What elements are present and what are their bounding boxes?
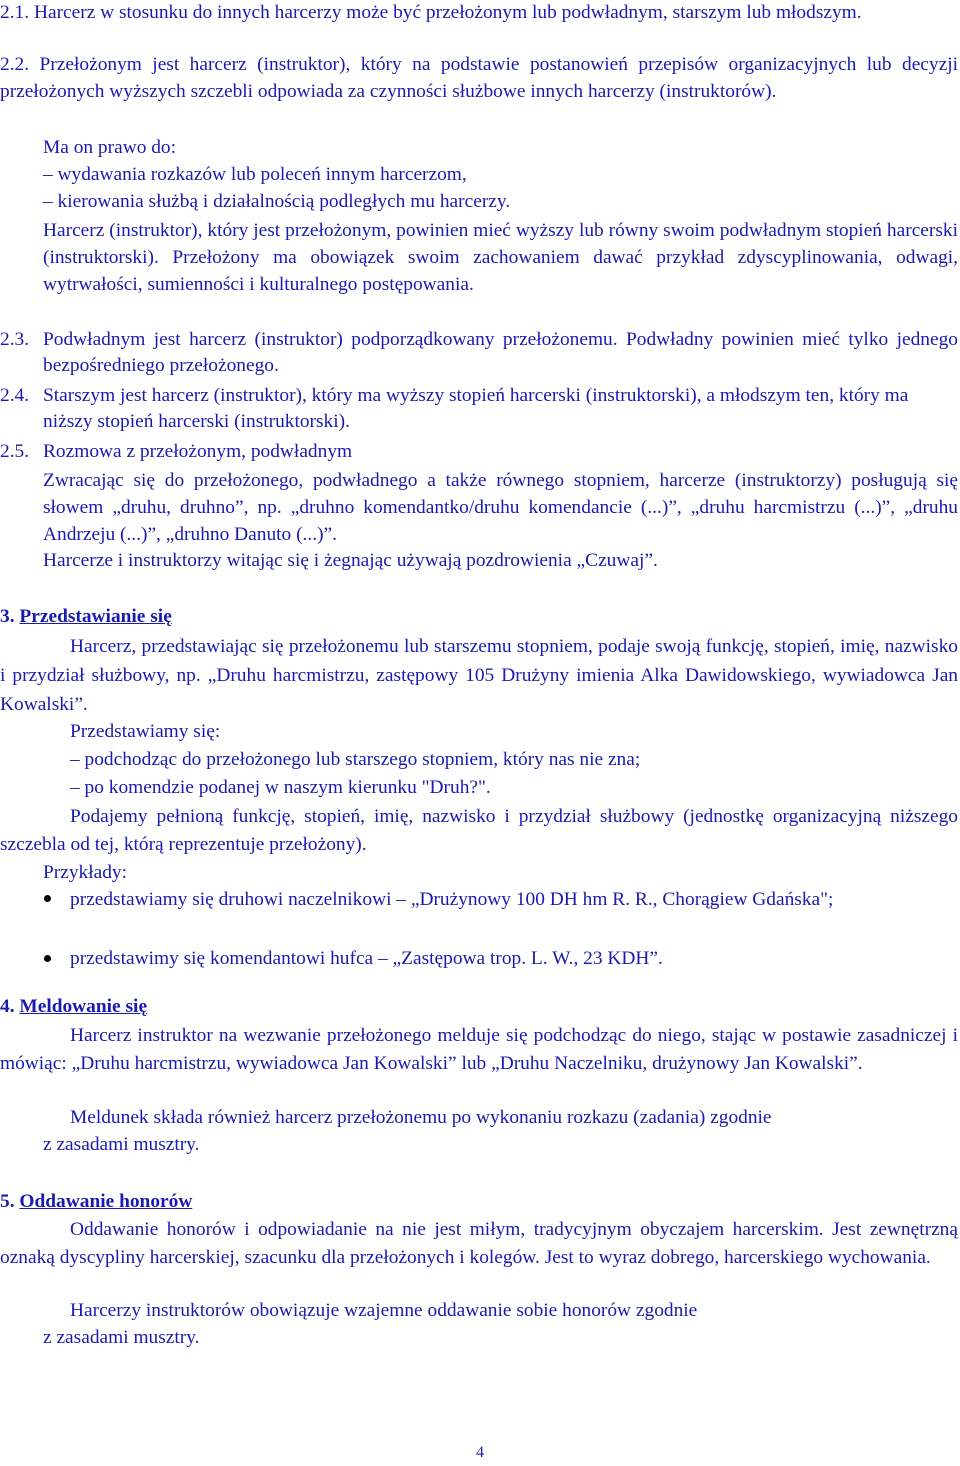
section-2-1 [0,0,958,26]
paragraph-text: Przełożonym jest harcerz (instruktor), który na podstawie postanowień przepisów organizacyjnych lub decyzji przełożonych wyższych szczebli odpowiada za czynności służbowe innych harcerzy (instruktorów). [0,54,958,102]
bullet-icon [44,955,51,962]
paragraph-text: Harcerz w stosunku do innych harcerzy może być przełożonym lub podwładnym, starszym lub młodszym. [33,2,862,23]
section-number: 2.3. [0,329,30,350]
list-item: – podchodząc do przełożonego lub starszego stopniem, który nas nie zna; [70,749,641,770]
list-item: – po komendzie podanej w naszym kierunku "Druh?". [70,777,491,798]
example-item: przedstawiamy się druhowi naczelnikowi – „Drużynowy 100 DH hm R. R., Chorągiew Gdańska"; [70,889,834,910]
paragraph-text-2a: Harcerzy instruktorów obowiązuje wzajemne oddawanie sobie honorów zgodnie [70,1300,698,1321]
paragraph-text: Zwracając się do przełożonego, podwładnego a także równego stopniem, harcerze (instruktorzy) posługują się słowem „druhu, druhno”, np. „druhno komendantko/druhu komendancie (...)”, „druhu harcmistrzu (...)”, „druhu Andrzeju (...)”, „druhno Danuto (...)”. [43,470,958,545]
intro-text: Przedstawiamy się: [70,721,221,742]
section-title: Przedstawianie się [19,606,172,627]
paragraph-text-2b: z zasadami musztry. [43,1134,200,1155]
paragraph-text: Harcerz instruktor na wezwanie przełożonego melduje się podchodząc do niego, stając w postawie zasadniczej i mówiąc: „Druhu harcmistrzu, wywiadowca Jan Kowalski” lub „Druhu Naczelniku, drużynowy Jan Kowalski”. [0,1025,958,1074]
section-title: Oddawanie honorów [19,1191,193,1212]
section-title: Rozmowa z przełożonym, podwładnym [43,441,353,462]
section-number: 5. [0,1191,15,1212]
section-number: 2.2. [0,54,30,75]
section-number: 2.1. [0,2,30,23]
paragraph-text-2a: Meldunek składa również harcerz przełożonemu po wykonaniu rozkazu (zadania) zgodnie [70,1107,772,1128]
paragraph-text-2: Podajemy pełnioną funkcję, stopień, imię, nazwisko i przydział służbowy (jednostkę organizacyjną niższego szczebla od tej, którą reprezentuje przełożony). [0,806,958,855]
rights-intro: Ma on prawo do: [43,137,177,158]
rights-item-1: – wydawania rozkazów lub poleceń innym harcerzom, [43,164,467,185]
examples-label: Przykłady: [43,862,128,883]
rights-item-2: – kierowania służbą i działalnością podległych mu harcerzy. [43,191,511,212]
paragraph-text-2: Harcerze i instruktorzy witając się i żegnając używają pozdrowienia „Czuwaj”. [43,550,658,571]
section-number: 3. [0,606,15,627]
bullet-icon [44,895,51,902]
example-item: przedstawimy się komendantowi hufca – „Zastępowa trop. L. W., 23 KDH”. [70,948,663,969]
paragraph-text-2b: z zasadami musztry. [43,1327,200,1348]
paragraph-text: Podwładnym jest harcerz (instruktor) podporządkowany przełożonemu. Podwładny powinien mieć tylko jednego bezpośredniego przełożonego. [43,329,958,376]
paragraph-text: Harcerz, przedstawiając się przełożonemu lub starszemu stopniem, podaje swoją funkcję, stopień, imię, nazwisko i przydział służbowy, np. „Druhu harcmistrzu, zastępowy 105 Drużyny imienia Alka Dawidowskiego, wywiadowca Jan Kowalski”. [0,636,958,715]
section-number: 2.5. [0,441,30,462]
section-2-2-para-2: Harcerz (instruktor), który jest przełożonym, powinien mieć wyższy lub równy swoim podwładnym stopień harcerski (instruktorski). Przełożony ma obowiązek swoim zachowaniem dawać przykład zdyscyplinowania, odwagi, wytrwałości, sumienności i kulturalnego postępowania. [43,220,958,295]
page-number: 4 [476,1444,484,1461]
section-heading [0,994,147,1020]
section-number: 2.4. [0,385,30,406]
paragraph-text: Oddawanie honorów i odpowiadanie na nie jest miłym, tradycyjnym obyczajem harcerskim. Jest zewnętrzną oznaką dyscypliny harcerskiej, szacunku dla przełożonych i kolegów. Jest to wyraz dobrego, harcerskiego wychowania. [0,1219,958,1268]
section-title: Meldowanie się [19,996,148,1017]
section-number: 4. [0,996,15,1017]
section-heading [0,1189,192,1215]
paragraph-text: Starszym jest harcerz (instruktor), który ma wyższy stopień harcerski (instruktorski), a młodszym ten, który ma niższy stopień harcerski (instruktorski). [43,385,909,432]
section-2-2-para-1 [0,52,958,105]
section-heading [0,604,172,630]
